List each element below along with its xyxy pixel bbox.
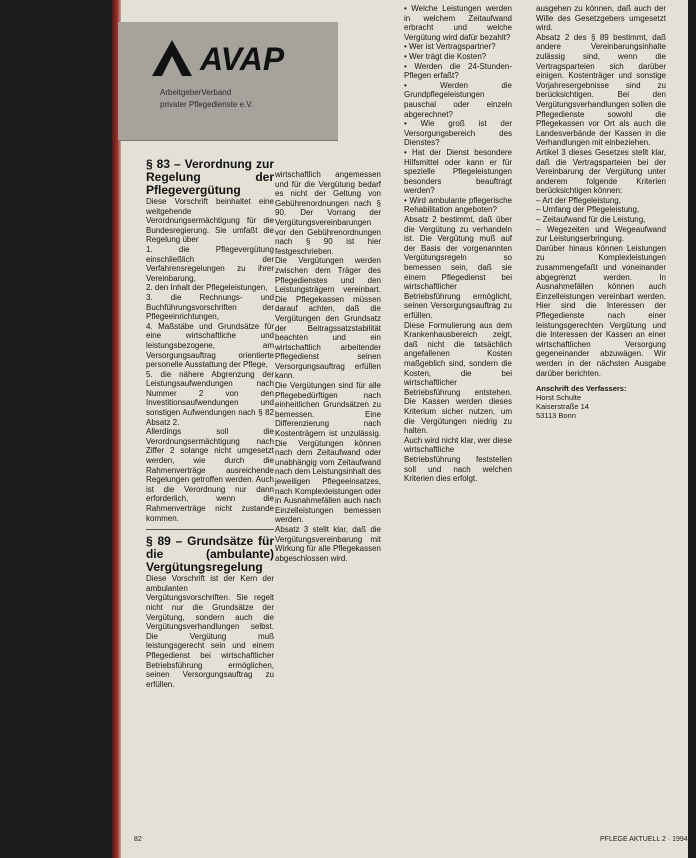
paragraph: 4. Maßstäbe und Grundsätze für eine wirtschaftliche und leistungsbezogene, am Versorgungsauftrag orientierte personelle Ausstattung der Pflege, [146, 321, 274, 370]
avap-logo-icon [148, 36, 328, 80]
author-address [536, 384, 666, 420]
avap-banner [118, 22, 338, 141]
list-item: – Umfang der Pflegeleistung, [536, 205, 640, 215]
paragraph: Absatz 2 des § 89 bestimmt, daß andere Vereinbarungsinhalte zulässig sind, wenn die Vertragsparteien sich darüber einigen. Kostenträger und sonstige Vorjahresergebnisse sind zu berücksichtigen. Bei den Vergütungsverhandlungen sollen die Pflegedienste sowohl die Pflegekassen vor Ort als auch die Landesverbände der Kassen in die Verhandlungen mit einbeziehen. [536, 32, 666, 148]
list-item: – Zeitaufwand für die Leistung, [536, 215, 646, 225]
column-3 [404, 4, 512, 484]
bullet-item: • Welche Leistungen werden in welchem Zeitaufwand erbracht und welche Vergütung wird dafür bezahlt? [404, 4, 512, 42]
bullet-item: • Werden die Grundpflegeleistungen pauschal oder einzeln abgerechnet? [404, 80, 512, 119]
paragraph: Diese Vorschrift beinhaltet eine weitgehende Verordnungsermächtigung für die Bundesregierung. Sie umfaßt die Regelung über [146, 197, 274, 245]
paragraph: Die Vergütungen sind für alle Pflegebedürftigen nach einheitlichen Grundsätzen zu bemessen. Eine Differenzierung nach Kostenträgern ist unzulässig. Die Vergütungen können nach dem Zeitaufwand oder unabhängig vom Zeitaufwand nach dem Leistungsinhalt des jeweiligen Pflegeeinsatzes, nach Komplexleistungen oder in Ausnahmefällen auch nach Einzelleistungen bemessen werden. [275, 381, 381, 525]
column-2 [275, 170, 381, 563]
paragraph: Diese Vorschrift ist der Kern der ambulanten Vergütungsvorschriften. Sie regelt nicht nur die Grundsätze der Vergütung, sondern auch die Vergütungsverhandlungen selbst. Die Vergütung muß leistungsgerecht sein und einem Pflegedienst bei wirtschaftlicher Betriebsführung ermöglichen, seinen Versorgungsauftrag zu erfüllen. [146, 574, 274, 689]
column-1 [146, 158, 274, 689]
address-line: Horst Schulte [536, 393, 582, 403]
bullet-item: • Hat der Dienst besondere Hilfsmittel oder kann er für spezielle Pflegeleistungen besonders beauftragt werden? [404, 147, 512, 196]
paragraph: 2. den Inhalt der Pflegeleistungen, [146, 283, 268, 293]
journal-footer: PFLEGE AKTUELL 2 · 1994 [600, 836, 688, 843]
list-item: – Art der Pflegeleistung, [536, 195, 621, 205]
bullet-item: • Wie groß ist der Versorgungsbereich des Dienstes? [404, 119, 512, 148]
divider [146, 529, 274, 530]
paragraph: Absatz 3 stellt klar, daß die Vergütungsvereinbarung mit Wirkung für alle Pflegekassen abgeschlossen wird. [275, 524, 381, 563]
bullet-item: • Wird ambulante pflegerische Rehabilitation angeboten? [404, 195, 512, 215]
paragraph: Darüber hinaus können Leistungen zu Komplexleistungen zusammengefaßt und voneinander abgegrenzt werden. In Ausnahmefällen können auch Einzelleistungen vereinbart werden. Hier sind die Interessen der Pflegedienste nach einer leistungsgerechten Vergütung und die Interessen der Kassen an einer wirtschaftlichen Versorgung gegeneinander abzuwägen. Wir werden in der nächsten Ausgabe darüber berichten. [536, 243, 666, 378]
column-4 [536, 4, 666, 420]
list-item: – Wegezeiten und Wegeaufwand zur Leistungserbringung. [536, 224, 666, 244]
section-heading-89: § 89 – Grundsätze für die (ambulante) Vergütungsregelung [146, 534, 274, 575]
paragraph: Allerdings soll die Verordnungsermächtigung nach Ziffer 2 solange nicht umgesetzt werden, wie durch die Rahmenverträge ausreichende Regelungen getroffen werden. Auch ist die Verordnung nur dann erforderlich, wenn die Rahmenverträge nicht zustande kommen. [146, 427, 274, 523]
section-heading-83: § 83 – Verordnung zur Regelung der Pflegevergütung [146, 157, 274, 197]
org-subtitle: privater Pflegedienste e.V. [160, 100, 254, 109]
address-label: Anschrift des Verfassers: [536, 384, 627, 394]
paragraph: Auch wird nicht klar, wer diese wirtschaftliche Betriebsführung feststellen soll und nach welchen Kriterien dies erfolgt. [404, 435, 512, 484]
bullet-item: • Werden die 24-Stunden-Pflegen erfaßt? [404, 61, 512, 81]
paragraph: Absatz 2 bestimmt, daß über die Vergütung zu verhandeln ist. Die Vergütung muß auf der Basis der vorgenannten Vergütungsregeln so bemessen sein, daß sie einem Pflegedienst bei wirtschaftlicher Betriebsführung ermöglicht, seinen Versorgungsauftrag zu erfüllen. [404, 215, 512, 320]
paragraph: Artikel 3 dieses Gesetzes stellt klar, daß die Vertragsparteien bei der Vereinbarung der Vergütung unter anderem folgende Kriterien berücksichtigen können: [536, 147, 666, 196]
paragraph: 1. die Pflegevergütung einschließlich der Verfahrensregelungen zu ihrer Vereinbarung, [146, 244, 274, 283]
paragraph: 3. die Rechnungs- und Buchführungsvorschriften der Pflegeeinrichtungen, [146, 292, 274, 322]
org-name: ArbeitgeberVerband [160, 88, 232, 97]
paragraph: ausgehen zu können, daß auch der Wille des Gesetzgebers umgesetzt wird. [536, 4, 666, 33]
address-line: 53113 Bonn [536, 411, 576, 421]
paragraph: 5. die nähere Abgrenzung der Leistungsaufwendungen nach Nummer 2 von den Investitionsaufwendungen und sonstigen Aufwendungen nach § 82 Absatz 2. [146, 369, 274, 427]
page-number: 82 [134, 836, 142, 843]
address-line: Kaiserstraße 14 [536, 402, 589, 412]
bullet-item: • Wer ist Vertragspartner? [404, 42, 496, 52]
paragraph: Die Vergütungen werden zwischen dem Träger des Pflegedienstes und den Leistungsträgern vereinbart. Die Pflegekassen müssen darauf achten, daß die Vergütungen den Grundsatz der Beitragssatzstabilität beachten und ein wirtschaftlich arbeitender Pflegedienst seinen Versorgungsauftrag erfüllen kann. [275, 256, 381, 381]
paragraph: wirtschaftlich angemessen und für die Vergütung bedarf es nicht der Geltung von Gebührenordnungen nach § 90. Der Vorrang der Vergütungsvereinbarungen vor den Gebührenordnungen nach § 90 ist hier festgeschrieben. [275, 170, 381, 256]
logo-text: AVAP [200, 41, 285, 77]
paragraph: Diese Formulierung aus dem Krankenhausbereich zeigt, daß nicht die tatsächlich angefallenen Kosten maßgeblich sind, sondern die Kosten, die bei wirtschaftlicher Betriebsführung entstehen. Die Kassen werden dieses Kriterium sicher nutzen, um die Vergütungen niedrig zu halten. [404, 320, 512, 436]
bullet-item: • Wer trägt die Kosten? [404, 51, 487, 61]
